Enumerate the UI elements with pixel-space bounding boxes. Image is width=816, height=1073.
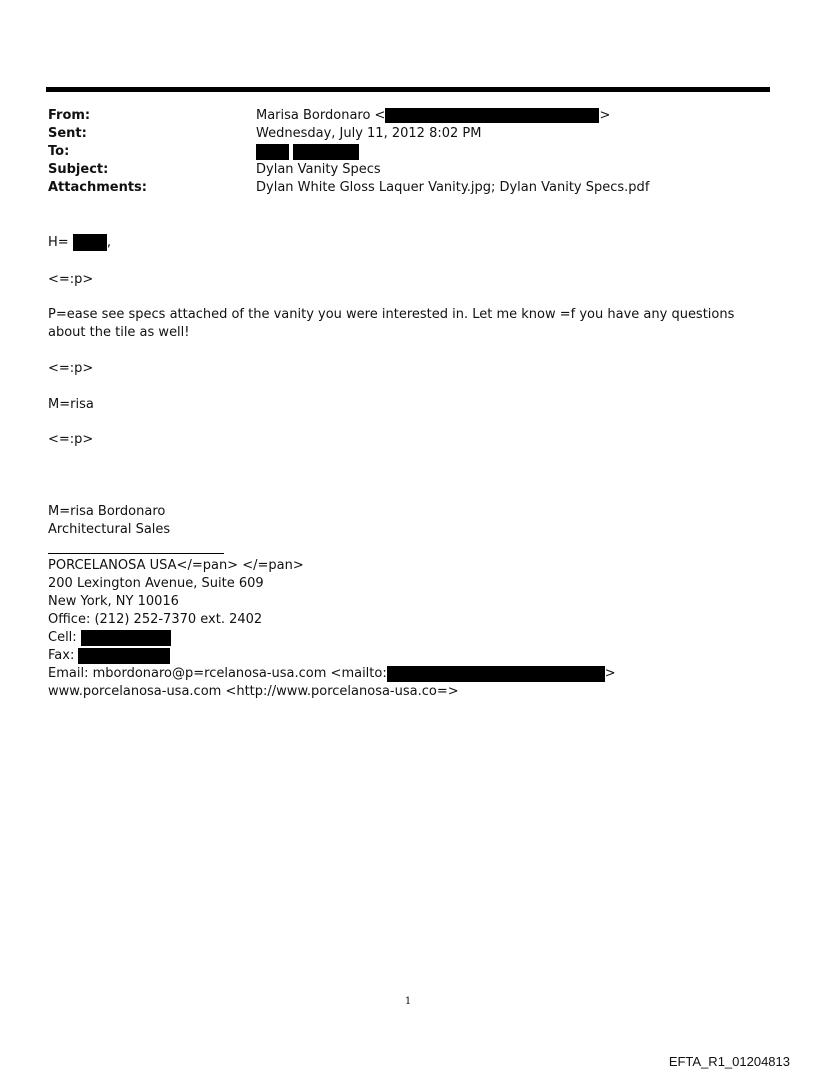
subject-label: Subject: <box>48 162 109 177</box>
email-close: > <box>604 666 616 681</box>
to-value <box>256 144 359 160</box>
signature-title: Architectural Sales <box>48 522 171 537</box>
header-divider <box>46 87 770 92</box>
greeting-prefix: H= <box>48 235 69 250</box>
office-phone: Office: (212) 252-7370 ext. 2402 <box>48 612 263 627</box>
document-id: EFTA_R1_01204813 <box>668 1054 790 1069</box>
redaction-block <box>385 108 599 123</box>
to-label: To: <box>48 144 70 159</box>
signoff: M=risa <box>48 397 94 412</box>
from-name: Marisa Bordonaro < <box>256 108 386 123</box>
fax-label: Fax: <box>48 648 75 663</box>
p-tag-line: <=:p> <box>48 361 94 376</box>
cell-label: Cell: <box>48 630 77 645</box>
cell-line <box>48 629 171 647</box>
greeting-suffix: , <box>106 235 111 250</box>
message-paragraph: P=ease see specs attached of the vanity you were interested in. Let me know =f you have any questions about the tile as well! <box>48 307 735 340</box>
address-line-2: New York, NY 10016 <box>48 594 179 609</box>
website-line: www.porcelanosa-usa.com <http://www.porcelanosa-usa.co=> <box>48 684 459 699</box>
from-label: From: <box>48 108 91 123</box>
address-line-1: 200 Lexington Avenue, Suite 609 <box>48 576 264 591</box>
attachments-label: Attachments: <box>48 180 147 195</box>
sent-label: Sent: <box>48 126 87 141</box>
p-tag-line: <=:p> <box>48 272 94 287</box>
attachments-value: Dylan White Gloss Laquer Vanity.jpg; Dylan Vanity Specs.pdf <box>256 180 650 195</box>
redaction-block <box>256 144 289 160</box>
redaction-block <box>78 648 170 664</box>
p-tag-line: <=:p> <box>48 432 94 447</box>
email-line <box>48 665 616 683</box>
page-number: 1 <box>404 996 412 1007</box>
email-text: Email: mbordonaro@p=rcelanosa-usa.com <mailto: <box>48 666 387 681</box>
fax-line <box>48 647 170 665</box>
greeting <box>48 234 111 252</box>
subject-value: Dylan Vanity Specs <box>256 162 381 177</box>
sent-value: Wednesday, July 11, 2012 8:02 PM <box>256 126 482 141</box>
redaction-block <box>81 630 171 646</box>
signature-name: M=risa Bordonaro <box>48 504 166 519</box>
from-close: > <box>599 108 611 123</box>
redaction-block <box>293 144 359 160</box>
from-value <box>256 108 610 123</box>
signature-divider <box>48 553 224 554</box>
redaction-block <box>73 234 107 251</box>
redaction-block <box>387 666 605 682</box>
company-name: PORCELANOSA USA</=pan> </=pan> <box>48 558 304 573</box>
